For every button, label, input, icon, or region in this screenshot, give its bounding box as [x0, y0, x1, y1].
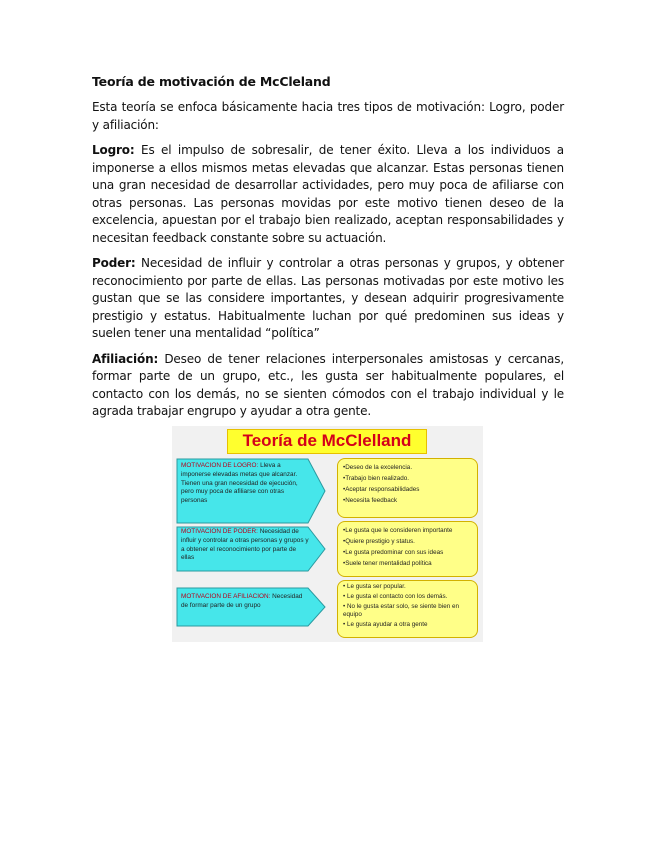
- poder-arrow-text: [181, 528, 309, 563]
- logro-text: Es el impulso de sobresalir, de tener éxito. Lleva a los individuos a imponerse a ellos mismos metas elevadas que alcanzar. Estas personas tienen una gran necesidad de desarrollar actividades, pero muy poca de afiliarse con otras personas. Las personas movidas por este motivo tienen deseo de la excelencia, apuestan por el trabajo bien realizado, aceptan responsabilidades y necesitan feedback constante sobre su actuación.: [92, 143, 564, 245]
- diagram-title: Teoría de McClelland: [227, 429, 427, 454]
- document-title: Teoría de motivación de McCleland: [92, 74, 331, 89]
- afiliacion-desc: Necesidad de formar parte de un grupo: [181, 593, 303, 609]
- poder-label: Poder:: [92, 256, 136, 270]
- mcclelland-diagram: [172, 426, 483, 642]
- logro-label: Logro:: [92, 143, 135, 157]
- afiliacion-trait: • Le gusta el contacto con los demás.: [343, 593, 448, 600]
- poder-trait: •Le gusta predominar con sus ideas: [343, 549, 444, 556]
- afiliacion-paragraph: [92, 351, 564, 421]
- logro-trait: •Necesita feedback: [343, 497, 398, 504]
- afiliacion-label: Afiliación:: [92, 351, 159, 366]
- logro-desc: Lleva a imponerse elevadas metas que alcanzar. Tienen una gran necesidad de ejecución, pero muy poca de afiliarse con otras personas: [181, 462, 298, 505]
- poder-paragraph: [92, 255, 564, 343]
- afiliacion-trait: • No le gusta estar solo, se siente bien en equipo: [343, 603, 459, 618]
- afiliacion-traits-box: [337, 580, 478, 638]
- poder-text: Necesidad de influir y controlar a otras personas y grupos, y obtener reconocimiento por parte de ellas. Las personas motivadas por este motivo les gustan que se las considere importantes, y desean adquirir progresivamente prestigio y estatus. Habitualmente luchan por qué predominen sus ideas y suelen tener una mentalidad “política”: [92, 256, 564, 340]
- afiliacion-trait: • Le gusta ayudar a otra gente: [343, 621, 428, 628]
- poder-heading: MOTIVACION DE PODER:: [181, 528, 258, 535]
- afiliacion-trait: • Le gusta ser popular.: [343, 583, 406, 590]
- poder-trait: •Quiere prestigio y status.: [343, 538, 415, 545]
- logro-trait: •Aceptar responsabilidades: [343, 486, 420, 493]
- logro-heading: MOTIVACION DE LOGRO:: [181, 462, 259, 469]
- logro-traits-box: [337, 458, 478, 518]
- logro-paragraph: [92, 142, 564, 247]
- logro-arrow-text: [181, 462, 309, 506]
- document-body: [92, 74, 564, 429]
- afiliacion-text: Deseo de tener relaciones interpersonales amistosas y cercanas, formar parte de un grupo, etc., les gusta ser habitualmente populares, el contacto con los demás, no se sienten cómodos con el trabajo individual y le agrada trabajar engrupo y ayudar a otra gente.: [92, 351, 564, 418]
- logro-trait: •Deseo de la excelencia.: [343, 464, 413, 471]
- poder-trait: •Le gusta que le consideren importante: [343, 527, 453, 534]
- poder-desc: Necesidad de influir y controlar a otras personas y grupos y a obtener el reconocimiento por parte de ellas: [181, 528, 309, 562]
- logro-trait: •Trabajo bien realizado.: [343, 475, 410, 482]
- poder-trait: •Suele tener mentalidad política: [343, 560, 432, 567]
- intro-paragraph: Esta teoría se enfoca básicamente hacia tres tipos de motivación: Logro, poder y afiliación:: [92, 100, 564, 132]
- poder-traits-box: [337, 521, 478, 577]
- afiliacion-heading: MOTIVACION DE AFILIACION:: [181, 593, 271, 600]
- afiliacion-arrow-text: [181, 593, 309, 611]
